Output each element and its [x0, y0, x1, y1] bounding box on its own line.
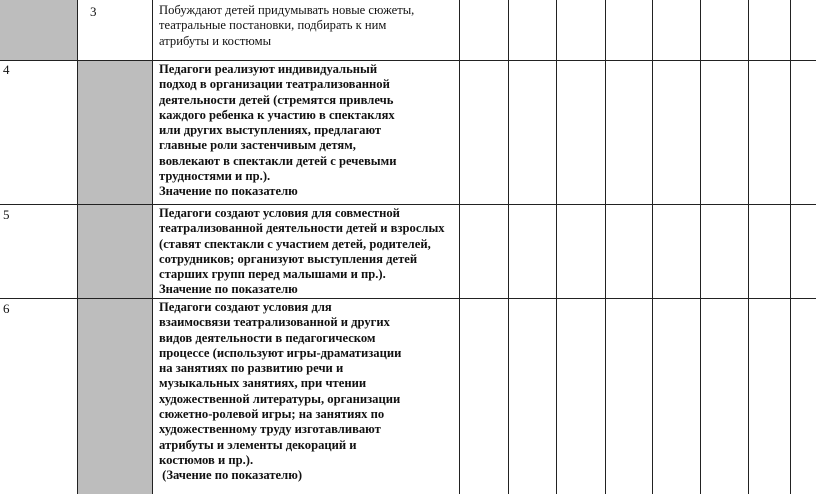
row-6-number: 6 — [3, 301, 10, 316]
gray-cell-row-5 — [77, 204, 152, 298]
row-6-line-10: атрибуты и элементы декораций и — [159, 437, 357, 452]
row-5-line-5: старших групп перед малышами и пр.). — [159, 267, 386, 282]
row-6-line-11: костюмов и пр.). — [159, 452, 254, 467]
gray-cell-row-4 — [77, 60, 152, 204]
row-6-line-6: музыкальных занятиях, при чтении — [159, 376, 367, 391]
row-4-line-2: подход в организации театрализованной — [159, 77, 390, 92]
row-5-text — [159, 206, 456, 298]
row-6-line-1: Педагоги создают условия для — [159, 300, 332, 314]
col-border-2 — [152, 0, 153, 494]
col-border-7 — [652, 0, 653, 494]
row-3-line-3: атрибуты и костюмы — [159, 33, 272, 48]
row-4-line-3: деятельности детей (стремятся привлечь — [159, 92, 394, 107]
col-border-1 — [77, 0, 78, 494]
gray-cell-row-3 — [0, 0, 77, 60]
col-border-9 — [748, 0, 749, 494]
row-6-line-5: на занятиях по развитию речи и — [159, 361, 344, 376]
row-6-line-8: сюжетно-ролевой игры; на занятиях по — [159, 407, 385, 422]
row-5-line-4: сотрудников; организуют выступления детей — [159, 251, 418, 266]
row-4-number: 4 — [3, 62, 10, 77]
row-border-3 — [0, 298, 816, 299]
row-3-number: 3 — [90, 4, 97, 19]
gray-cell-row-6 — [77, 298, 152, 494]
row-4-line-8: трудностями и пр.). — [159, 169, 271, 184]
col-border-10 — [790, 0, 791, 494]
row-5-line-2: театрализованной деятельности детей и взрослых — [159, 221, 445, 236]
row-6-line-2: взаимосвязи театрализованной и других — [159, 315, 390, 330]
row-4-line-1: Педагоги реализуют индивидуальный — [159, 62, 378, 76]
row-4-text — [159, 62, 408, 200]
row-4-line-5: или других выступлениях, предлагают — [159, 123, 382, 138]
row-6-line-4: процессе (используют игры-драматизации — [159, 345, 402, 360]
row-3-line-1: Побуждают детей придумывать новые сюжеты, — [159, 3, 415, 17]
col-border-3 — [459, 0, 460, 494]
col-border-5 — [556, 0, 557, 494]
row-5-line-1: Педагоги создают условия для совместной — [159, 206, 400, 220]
col-border-4 — [508, 0, 509, 494]
row-6-line-3: видов деятельности в педагогическом — [159, 330, 376, 345]
row-6-line-7: художественной литературы, организации — [159, 391, 401, 406]
row-5-line-3: (ставят спектакли с участием детей, родителей, — [159, 236, 431, 251]
row-6-line-9: художественному труду изготавливают — [159, 422, 381, 437]
row-6-text — [159, 300, 409, 484]
row-4-line-7: вовлекают в спектакли детей с речевыми — [159, 153, 397, 168]
row-border-2 — [0, 204, 816, 205]
col-border-8 — [700, 0, 701, 494]
row-4-line-6: главные роли застенчивым детям, — [159, 138, 356, 153]
row-3-line-2: театральные постановки, подбирать к ним — [159, 18, 387, 33]
row-5-value-label: Значение по показателю — [159, 282, 298, 297]
row-4-value-label: Значение по показателю — [159, 184, 298, 199]
col-border-6 — [605, 0, 606, 494]
row-4-line-4: каждого ребенка к участию в спектаклях — [159, 107, 395, 122]
row-5-number: 5 — [3, 207, 10, 222]
row-3-text — [159, 3, 421, 49]
row-6-value-label: (Зачение по показателю) — [159, 468, 303, 483]
row-border-1 — [0, 60, 816, 61]
